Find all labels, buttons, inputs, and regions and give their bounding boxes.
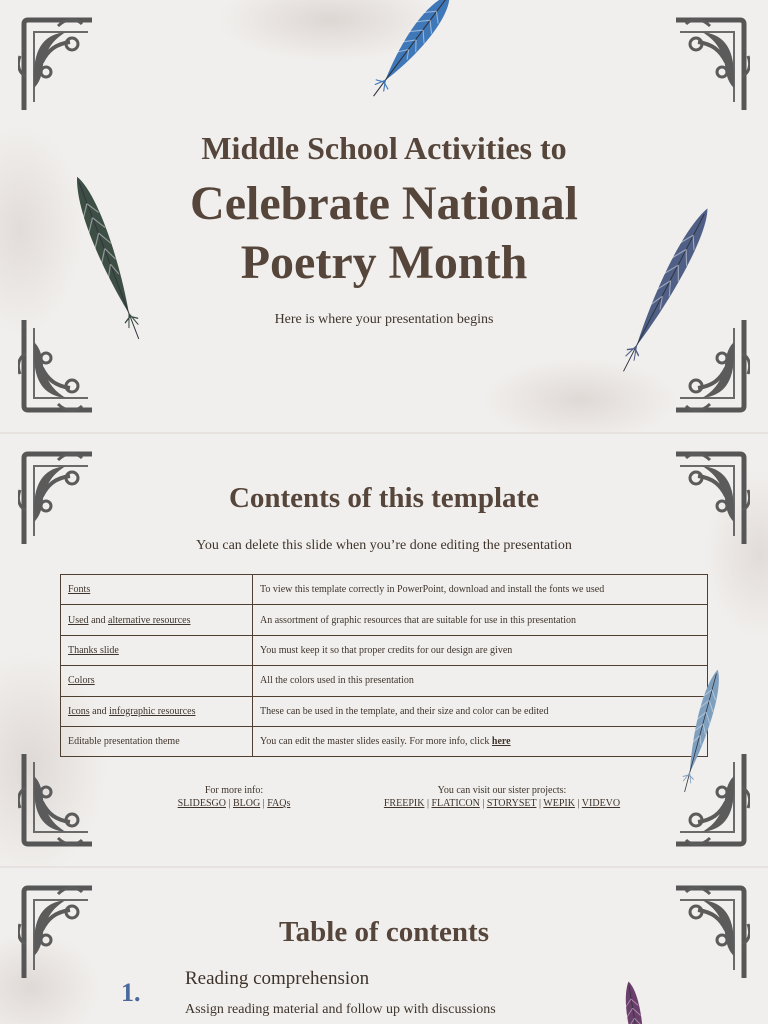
table-cell-key (61, 635, 253, 665)
flaticon-link[interactable]: FLATICON (431, 798, 480, 809)
storyset-link[interactable]: STORYSET (486, 798, 537, 809)
table-of-contents-slide (0, 868, 768, 1024)
contents-slide (0, 434, 768, 866)
corner-ornament-icon (18, 752, 96, 848)
table-row (61, 726, 708, 756)
corner-ornament-icon (672, 318, 750, 414)
infographic-resources-link[interactable]: infographic resources (109, 705, 196, 717)
more-info-block (154, 784, 314, 810)
videvo-link[interactable]: VIDEVO (581, 798, 621, 809)
table-row (61, 635, 708, 665)
sister-projects-links (352, 797, 652, 810)
table-row (61, 666, 708, 696)
table-cell-desc: An assortment of graphic resources that are suitable for use in this presentation (253, 605, 708, 635)
main-title-line-a: Celebrate National (190, 177, 578, 230)
table-cell-key (61, 575, 253, 605)
contents-title: Contents of this template (228, 482, 540, 514)
table-cell-desc (253, 726, 708, 756)
table-row (61, 605, 708, 635)
separator: | (424, 798, 432, 809)
here-link[interactable]: here (491, 736, 511, 748)
contents-table (60, 574, 708, 757)
sister-projects-block (352, 784, 652, 810)
table-cell-key: Editable presentation theme (61, 726, 253, 756)
table-cell-desc: You must keep it so that proper credits for our design are given (253, 635, 708, 665)
table-row (61, 696, 708, 726)
table-cell-key (61, 666, 253, 696)
table-cell-desc: These can be used in the template, and their size and color can be edited (253, 696, 708, 726)
corner-ornament-icon (18, 16, 96, 112)
contents-subtitle: You can delete this slide when you’re done editing the presentation (196, 538, 572, 553)
blog-link[interactable]: BLOG (232, 798, 261, 809)
thanks-slide-link[interactable]: Thanks slide (68, 644, 119, 656)
fonts-link[interactable]: Fonts (68, 584, 91, 596)
feather-icon (348, 0, 472, 113)
table-cell-desc: To view this template correctly in PowerPoint, download and install the fonts we used (253, 575, 708, 605)
title-line-1: Middle School Activities to (201, 130, 567, 166)
separator: | (225, 798, 233, 809)
more-info-links (154, 797, 314, 810)
toc-item-heading: Reading comprehension (185, 968, 370, 989)
more-info-label: For more info: (204, 785, 264, 796)
table-cell-key (61, 696, 253, 726)
main-title-line-b: Poetry Month (240, 236, 528, 289)
separator: | (574, 798, 582, 809)
conjunction-text: and (89, 705, 110, 717)
wepik-link[interactable]: WEPIK (543, 798, 575, 809)
table-cell-desc: All the colors used in this presentation (253, 666, 708, 696)
toc-item-description: Assign reading material and follow up with discussions (185, 1002, 496, 1017)
corner-ornament-icon (18, 318, 96, 414)
main-title (0, 174, 768, 292)
faqs-link[interactable]: FAQs (267, 798, 291, 809)
alternative-resources-link[interactable]: alternative resources (108, 614, 191, 626)
freepik-link[interactable]: FREEPIK (383, 798, 425, 809)
toc-item-number: 1. (121, 978, 141, 1007)
theme-desc-text: You can edit the master slides easily. For more info, click (260, 736, 492, 748)
corner-ornament-icon (672, 16, 750, 112)
icons-link[interactable]: Icons (68, 705, 90, 717)
table-row (61, 575, 708, 605)
feather-icon (609, 978, 664, 1024)
separator: | (479, 798, 487, 809)
used-resources-link[interactable]: Used (68, 614, 89, 626)
title-slide (0, 0, 768, 432)
slidesgo-link[interactable]: SLIDESGO (177, 798, 226, 809)
table-cell-key (61, 605, 253, 635)
colors-link[interactable]: Colors (68, 675, 95, 687)
conjunction-text: and (88, 614, 109, 626)
subtitle: Here is where your presentation begins (274, 312, 494, 327)
sister-projects-label: You can visit our sister projects: (437, 785, 567, 796)
toc-title: Table of contents (279, 916, 489, 948)
separator: | (260, 798, 268, 809)
separator: | (536, 798, 544, 809)
